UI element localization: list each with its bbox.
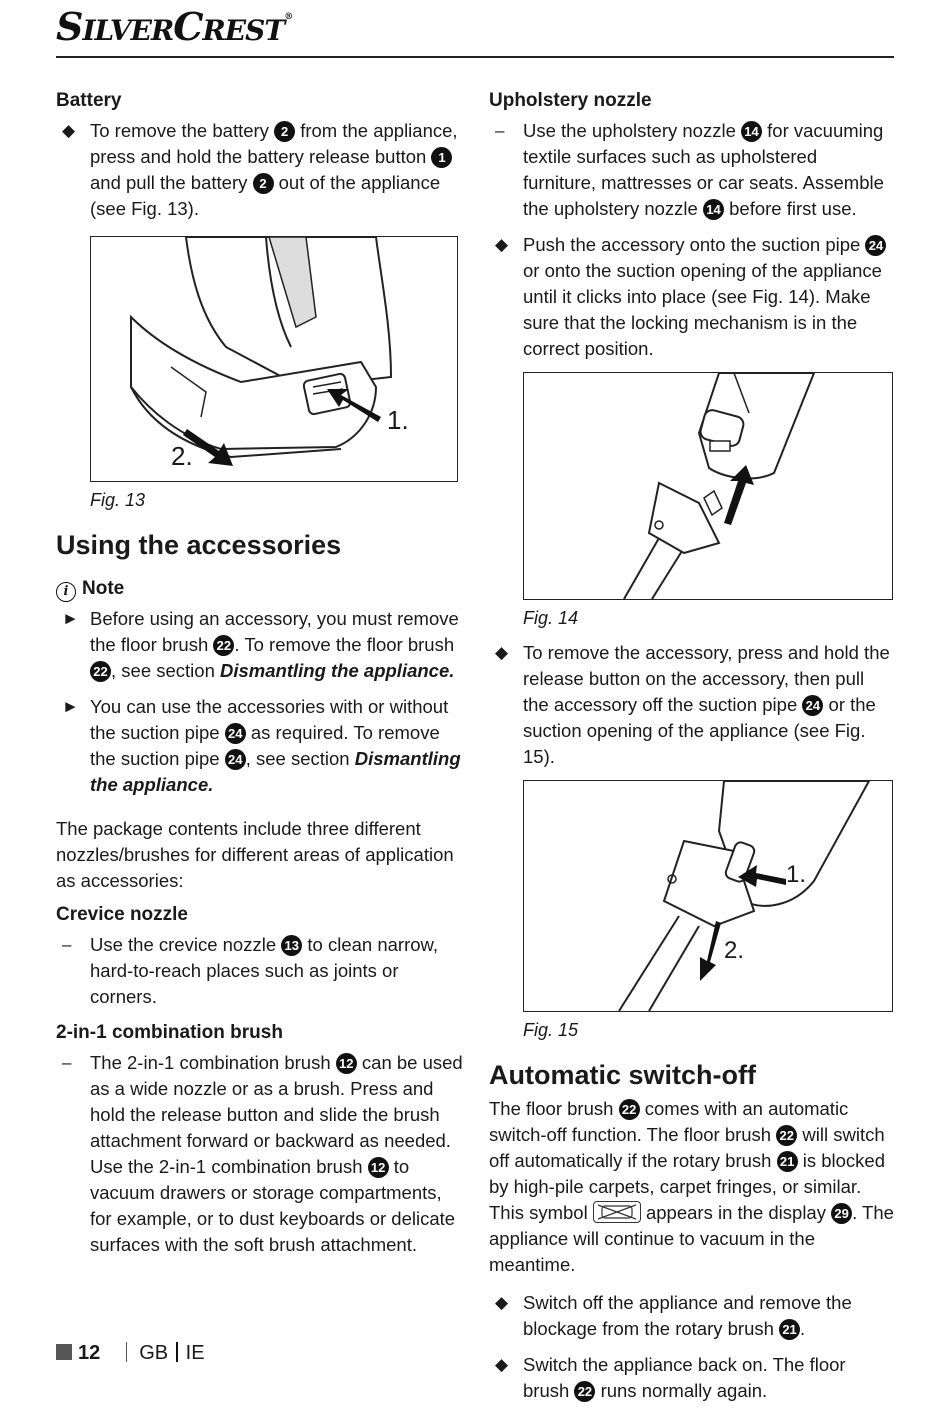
info-icon: i	[56, 582, 76, 602]
page-footer	[56, 1342, 205, 1372]
battery-heading: Battery	[56, 90, 122, 111]
upholstery-heading: Upholstery nozzle	[489, 90, 652, 111]
note-item: ► Before using an accessory, you must remove the floor brush 22 . To remove the floor brush 22 , see section Dismantling the appliance.	[62, 608, 459, 681]
figure-15	[523, 780, 893, 1012]
section-heading: Using the accessories	[56, 530, 342, 560]
arrow-bullet-icon: ►	[62, 609, 79, 628]
combi-item: – The 2-in-1 combination brush 12 can be used as a wide nozzle or as a brush. Press and hold the release button and slide the brush attachment forward or backward as needed. Use the 2-in-1 combination brush 12 to vacuum drawers or storage compartments, for example, or to dust keyboards or delicate surfaces with the soft brush attachment.	[62, 1052, 463, 1255]
diamond-bullet-icon: ◆	[495, 643, 509, 662]
auto-heading: Automatic switch-off	[489, 1060, 756, 1090]
dash-bullet-icon: –	[495, 121, 505, 140]
crevice-item: – Use the crevice nozzle 13 to clean narrow, hard-to-reach places such as joints or corners.	[62, 934, 439, 1007]
divider	[176, 1342, 178, 1362]
right-column	[489, 88, 894, 1414]
fig13-label-2: 2.	[171, 441, 193, 471]
fig13-label-1: 1.	[387, 405, 409, 435]
lang-ie: IE	[185, 1342, 205, 1364]
upholstery-item: – Use the upholstery nozzle 14 for vacuuming textile surfaces such as upholstered furniture, mattresses or car seats. Assemble the upholstery nozzle 14 before first use.	[495, 120, 884, 219]
figure-14	[523, 372, 893, 600]
auto-item: ◆ Switch the appliance back on. The floor brush 22 runs normally again.	[495, 1354, 846, 1401]
note-item: ► You can use the accessories with or without the suction pipe 24 as required. To remove the suction pipe 24 , see section Dismantling the appliance.	[62, 696, 461, 795]
combi-heading: 2-in-1 combination brush	[56, 1022, 283, 1043]
page-marker-icon	[56, 1344, 72, 1360]
note-heading: i Note	[56, 576, 466, 602]
figure-13	[90, 236, 458, 482]
upholstery-item: ◆ Push the accessory onto the suction pipe 24 or onto the suction opening of the appliance until it clicks into place (see Fig. 14). Make sure that the locking mechanism is in the correct position.	[489, 232, 894, 362]
lang-gb: GB	[139, 1342, 169, 1364]
dash-bullet-icon: –	[62, 1053, 72, 1072]
accessory-attach-illustration	[524, 373, 892, 599]
blocked-brush-symbol-icon	[593, 1201, 641, 1223]
diamond-bullet-icon: ◆	[495, 235, 509, 254]
accessory-removal-illustration	[524, 781, 892, 1011]
header-rule	[56, 56, 894, 58]
fig13-caption: Fig. 13	[90, 490, 146, 510]
diamond-bullet-icon: ◆	[495, 1293, 509, 1312]
crevice-heading: Crevice nozzle	[56, 904, 188, 925]
fig15-label-2: 2.	[724, 937, 745, 964]
auto-item: ◆ Switch off the appliance and remove the blockage from the rotary brush 21 .	[495, 1292, 852, 1339]
fig15-label-1: 1.	[786, 861, 807, 888]
brand-logo: SILVERCREST®	[56, 4, 293, 49]
fig14-caption: Fig. 14	[523, 608, 579, 628]
battery-removal-illustration	[91, 237, 457, 481]
diamond-bullet-icon: ◆	[495, 1355, 509, 1374]
page-number: 12	[78, 1342, 101, 1364]
divider	[126, 1342, 127, 1362]
left-column	[56, 88, 466, 1268]
fig15-caption: Fig. 15	[523, 1020, 579, 1040]
upholstery-item: ◆ To remove the accessory, press and hold the release button on the accessory, then pull the accessory off the suction pipe 24 or the suction opening of the appliance (see Fig. 15).	[495, 642, 890, 767]
auto-text: The floor brush 22 comes with an automatic switch-off function. The floor brush 22 will switch off automatically if the rotary brush 21 is blocked by high-pile carpets, carpet fringes, or similar. This symbol appears in the display 29 . The appliance will continue to vacuum in the meantime.	[489, 1098, 894, 1275]
diamond-bullet-icon: ◆	[62, 121, 76, 140]
dash-bullet-icon: –	[62, 935, 72, 954]
arrow-bullet-icon: ►	[62, 697, 79, 716]
package-text: The package contents include three different nozzles/brushes for different areas of application as accessories:	[56, 818, 454, 891]
battery-item: ◆ To remove the battery 2 from the appliance, press and hold the battery release button 1 and pull the battery 2 out of the appliance (see Fig. 13).	[62, 120, 458, 219]
